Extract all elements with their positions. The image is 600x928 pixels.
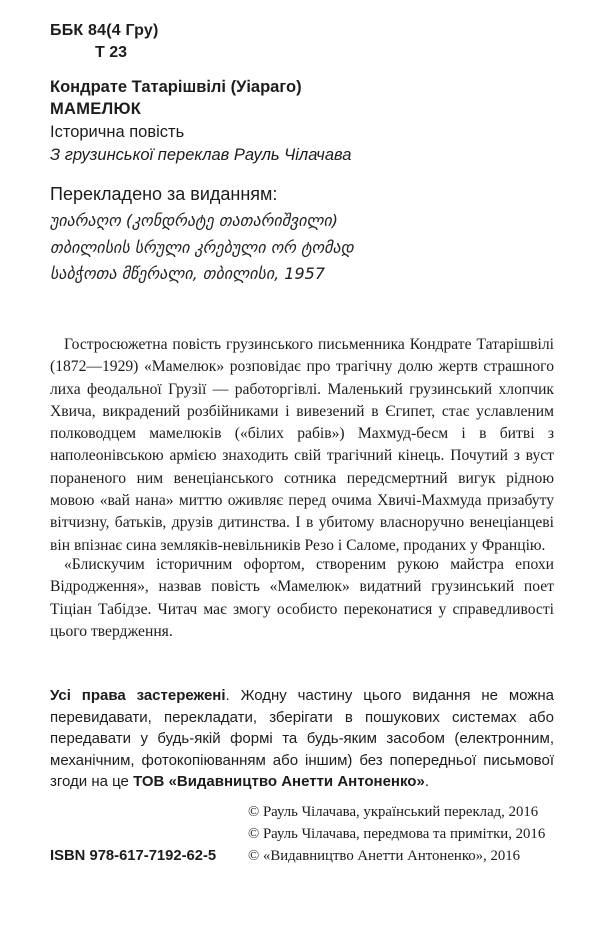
- annotation-paragraph: [50, 554, 554, 643]
- rights-end: .: [424, 773, 429, 791]
- original-edition-line: საბჭოთა მწერალი, თბილისი, 1957: [50, 264, 326, 283]
- annotation-text: Гостросюжетна повість грузинського письменника Кондрате Татарішвілі (1872—1929) «Мамелюк» розповідає про трагічну долю жертв страшного лиха феодальної Грузії — работоргівлі. Маленький грузинський хлопчик Хвича, викрадений розбійниками і вивезений в Єгипет, стає уславленим полководцем мамелюків («білих рабів») Махмуд-бесм і в битві з наполеонівською армією знаходить свій трагічний кінець. Почутий з вуст пораненого ним венеціанського сотника передсмертний вигук рідною мовою «вай нана» миттю оживляє перед очима Хвичі-Махмуда призабуту вітчизну, батьків, друзів дитинства. І в убитому власноручно венеціанцеві він впізнає сина земляків-невільників Резо і Саломе, проданих у Францію.: [50, 336, 554, 554]
- copyright-line: © Рауль Чілачава, український переклад, 2016: [248, 804, 539, 820]
- annotation-text: «Блискучим історичним офортом, створеним рукою майстра епохи Відродження», назвав повість «Мамелюк» видатний грузинський поет Тіціан Табідзе. Читач має змогу особисто переконатися у справедливості цього твердження.: [50, 556, 554, 640]
- original-edition-label: Перекладено за виданням:: [50, 184, 278, 204]
- bbk-classification: ББК 84(4 Гру): [50, 22, 159, 39]
- copyright-line: © Рауль Чілачава, передмова та примітки, 2016: [248, 826, 546, 842]
- original-edition-line: უიარაღო (კონდრატე თათარიშვილი): [50, 211, 339, 230]
- copyright-line: © «Видавництво Анетти Антоненко», 2016: [248, 848, 521, 864]
- rights-notice: [50, 685, 554, 793]
- book-genre: Історична повість: [50, 123, 185, 141]
- book-author: Кондрате Татарішвілі (Уіараго): [50, 78, 302, 96]
- author-sign-code: Т 23: [95, 44, 128, 61]
- rights-body: . Жодну частину цього видання не можна перевидавати, перекладати, зберігати в пошукових системах або передавати у будь-якій формі та будь-яким засобом (електронним, механічним, фотокопіюванням або іншим) без попередньої письмової згоди на це: [50, 687, 555, 791]
- rights-publisher: ТОВ «Видавництво Анетти Антоненко»: [133, 773, 425, 791]
- rights-lead: Усі права застережені: [50, 687, 226, 704]
- annotation-paragraph: [50, 334, 554, 557]
- original-edition-line: თბილისის სრული კრებული ორ ტომად: [50, 238, 354, 257]
- translator-credit: З грузинської переклав Рауль Чілачава: [50, 146, 352, 164]
- book-title: МАМЕЛЮК: [50, 100, 142, 118]
- isbn: ISBN 978-617-7192-62-5: [50, 848, 217, 864]
